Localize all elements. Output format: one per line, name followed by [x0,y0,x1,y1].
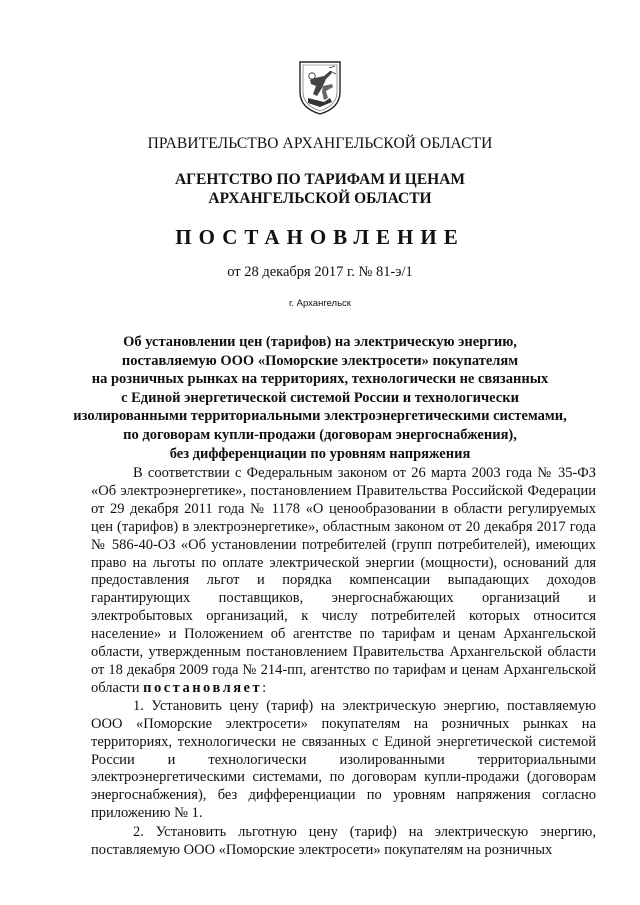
subject-line: по договорам купли-продажи (договорам энергоснабжения), [123,426,517,443]
subject-line: без дифференциации по уровням напряжения [169,445,471,462]
document-subject [0,333,640,463]
decree-word: постановляет [143,679,263,696]
document-type-title: ПОСТАНОВЛЕНИЕ [175,225,465,249]
subject-line: Об установлении цен (тарифов) на электрическую энергию, [123,334,517,350]
city-name: г. Архангельск [289,298,351,309]
coat-of-arms-icon [296,58,344,116]
preamble-paragraph [91,465,596,698]
subject-line: на розничных рынках на территориях, технологически не связанных [91,371,549,388]
agency-name [0,170,640,208]
document-body [91,465,596,860]
agency-line: АГЕНТСТВО ПО ТАРИФАМ И ЦЕНАМ [174,171,466,188]
subject-line: поставляемую ООО «Поморские электросети» покупателям [121,352,519,369]
item-1-paragraph: 1. Установить цену (тариф) на электрическую энергию, поставляемую ООО «Поморские электросети» покупателям на розничных рынках на территориях, технологически не связанных с Единой энергетической системой России и технологически изолированными территориальными электроэнергетическими системами, по договорам купли-продажи (договорам энергоснабжения), без дифференциации по уровням напряжения согласно приложению № 1. [91,697,596,822]
item-2-paragraph: 2. Установить льготную цену (тариф) на электрическую энергию, поставляемую ООО «Поморские электросети» покупателям на розничных [91,824,596,859]
preamble-text: В соответствии с Федеральным законом от 26 марта 2003 года № 35-ФЗ «Об электроэнергетике», постановлением Правительства Российской Федерации от 29 декабря 2011 года № 1178 «О ценообразовании в области регулируемых цен (тарифов) в электроэнергетике», областным законом от 20 декабря 2017 года № 586-40-ОЗ «Об установлении потребителей (групп потребителей), имеющих право на льготы по оплате электрической энергии (мощности), оснований для предоставления льгот и порядка компенсации выпадающих доходов гарантирующих поставщиков, энергоснабжающих организаций и электробытовых организаций, к числу потребителей которых относится население» и Положением об агентстве по тарифам и ценам Архангельской области, утвержденным постановлением Правительства Архангельской области от 18 декабря 2009 года № 214-пп, агентство по тарифам и ценам Архангельской области [91,465,596,696]
subject-line: изолированными территориальными электроэнергетическими системами, [73,408,567,425]
decree-punctuation: : [262,679,267,696]
date-and-number: от 28 декабря 2017 г. № 81-э/1 [227,264,413,280]
agency-line: АРХАНГЕЛЬСКОЙ ОБЛАСТИ [208,190,432,207]
government-name: ПРАВИТЕЛЬСТВО АРХАНГЕЛЬСКОЙ ОБЛАСТИ [147,135,493,152]
subject-line: с Единой энергетической системой России и технологически [121,389,519,406]
